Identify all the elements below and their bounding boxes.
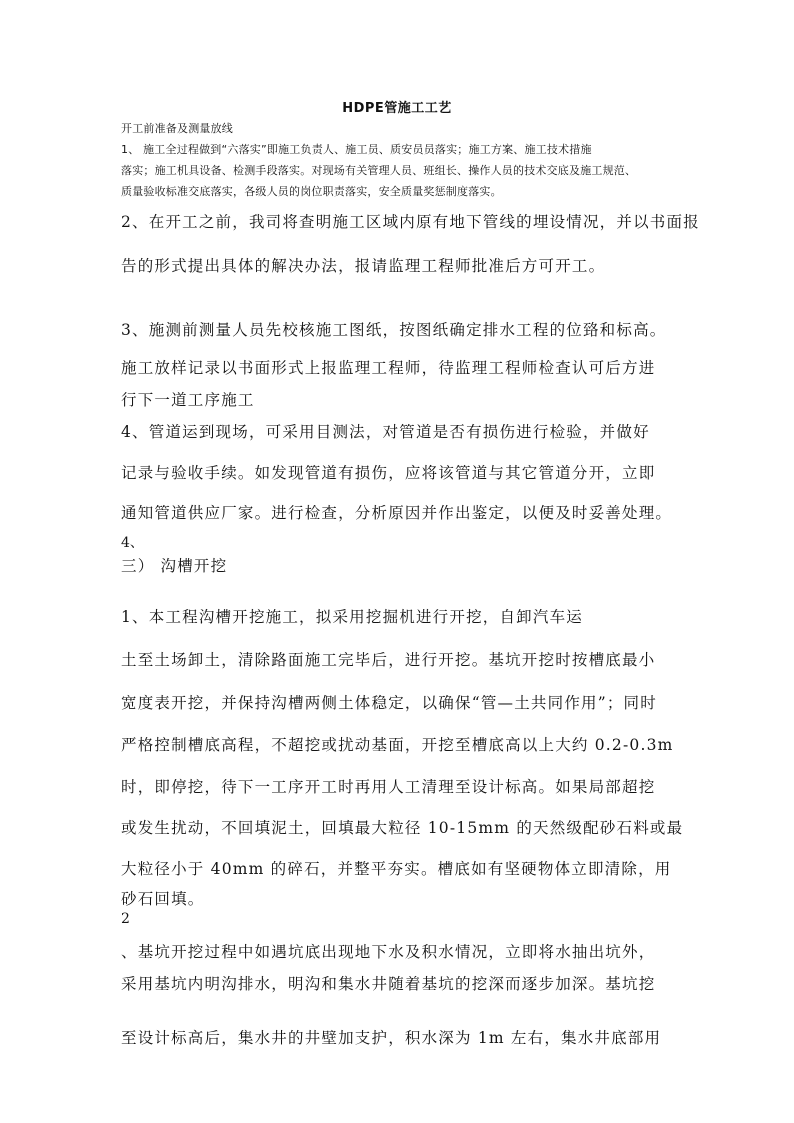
paragraph-line: 3、施测前测量人员先校核施工图纸，按图纸确定排水工程的位臵和标高。: [121, 321, 667, 339]
paragraph-line: 4、管道运到现场，可采用目测法，对管道是否有损伤进行检验，并做好: [121, 423, 650, 441]
paragraph-line: 告的形式提出具体的解决办法，报请监理工程师批准后方可开工。: [121, 257, 606, 275]
paragraph-line: 质量验收标准交底落实，各级人员的岗位职责落实，安全质量奖惩制度落实。: [121, 185, 502, 198]
section-heading-trench: 三） 沟槽开挖: [121, 557, 228, 575]
document-title: HDPE管施工工艺: [342, 101, 452, 116]
paragraph-line: 落实；施工机具设备、检测手段落实。对现场有关管理人员、班组长、操作人员的技术交底及施工规范、: [121, 164, 637, 177]
paragraph-line: 时，即停挖，待下一工序开工时再用人工清理至设计标高。如果局部超挖: [121, 778, 656, 796]
paragraph-line: 1、本工程沟槽开挖施工，拟采用挖掘机进行开挖，自卸汽车运: [121, 608, 583, 626]
heading-preparation: 开工前准备及测量放线: [121, 122, 233, 135]
paragraph-line: 宽度表开挖，并保持沟槽两侧土体稳定，以确保“管—土共同作用”；同时: [121, 694, 657, 712]
paragraph-line: 砂石回填。: [121, 890, 205, 908]
paragraph-line: 1、 施工全过程做到“六落实”即施工负责人、施工员、质安员员落实；施工方案、施工技术措施: [121, 143, 592, 156]
paragraph-line: 或发生扰动，不回填泥土，回填最大粒径 10-15mm 的天然级配砂石料或最: [121, 819, 684, 837]
paragraph-line: 施工放样记录以书面形式上报监理工程师，待监理工程师检查认可后方进: [121, 359, 656, 377]
paragraph-line: 、基坑开挖过程中如遇坑底出现地下水及积水情况，立即将水抽出坑外，: [121, 943, 656, 961]
paragraph-line: 通知管道供应厂家。进行检查，分析原因并作出鉴定，以便及时妥善处理。: [121, 504, 673, 522]
paragraph-line: 土至土场卸土，清除路面施工完毕后，进行开挖。基坑开挖时按槽底最小: [121, 651, 656, 669]
paragraph-line: 2: [121, 911, 130, 927]
paragraph-line: 2、在开工之前，我司将查明施工区域内原有地下管线的埋设情况，并以书面报: [121, 213, 700, 231]
paragraph-line: 记录与验收手续。如发现管道有损伤，应将该管道与其它管道分开，立即: [121, 464, 656, 482]
paragraph-line: 大粒径小于 40mm 的碎石，并整平夯实。槽底如有坚硬物体立即清除，用: [121, 860, 672, 878]
paragraph-line: 4、: [121, 535, 144, 551]
paragraph-line: 采用基坑内明沟排水，明沟和集水井随着基坑的挖深而逐步加深。基坑挖: [121, 975, 656, 993]
paragraph-line: 严格控制槽底高程，不超挖或扰动基面，开挖至槽底高以上大约 0.2-0.3m: [121, 736, 674, 754]
paragraph-line: 行下一道工序施工: [121, 391, 255, 409]
paragraph-line: 至设计标高后，集水井的井壁加支护，积水深为 1m 左右，集水井底部用: [121, 1029, 662, 1047]
